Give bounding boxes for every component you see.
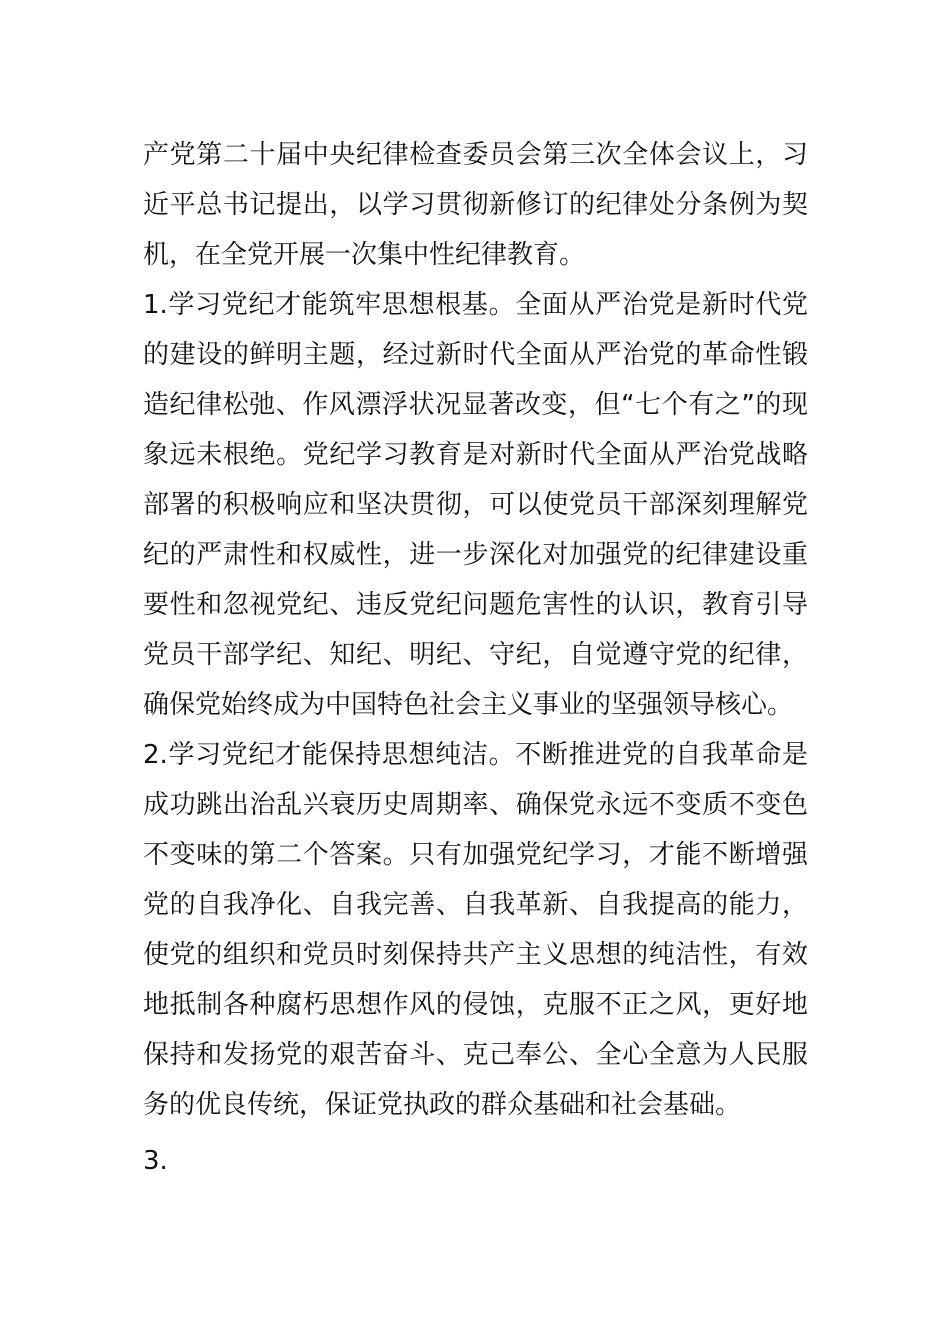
document-body xyxy=(143,130,808,1186)
paragraph-point-2: 2.学习党纪才能保持思想纯洁。不断推进党的自我革命是成功跳出治乱兴衰历史周期率、确保党永远不变质不变色不变味的第二个答案。只有加强党纪学习，才能不断增强党的自我净化、自我完善、自我革新、自我提高的能力，使党的组织和党员时刻保持共产主义思想的纯洁性，有效地抵制各种腐朽思想作风的侵蚀，克服不正之风，更好地保持和发扬党的艰苦奋斗、克己奉公、全心全意为人民服务的优良传统，保证党执政的群众基础和社会基础。 xyxy=(143,740,808,1120)
paragraph-intro: 产党第二十届中央纪律检查委员会第三次全体会议上，习近平总书记提出，以学习贯彻新修订的纪律处分条例为契机，在全党开展一次集中性纪律教育。 xyxy=(143,140,808,270)
paragraph-point-1: 1.学习党纪才能筑牢思想根基。全面从严治党是新时代党的建设的鲜明主题，经过新时代全面从严治党的革命性锻造纪律松弛、作风漂浮状况显著改变，但“七个有之”的现象远未根绝。党纪学习教育是对新时代全面从严治党战略部署的积极响应和坚决贯彻，可以使党员干部深刻理解党纪的严肃性和权威性，进一步深化对加强党的纪律建设重要性和忽视党纪、违反党纪问题危害性的认识，教育引导党员干部学纪、知纪、明纪、守纪，自觉遵守党的纪律，确保党始终成为中国特色社会主义事业的坚强领导核心。 xyxy=(143,290,808,720)
paragraph-point-3: 3. xyxy=(143,1146,168,1176)
